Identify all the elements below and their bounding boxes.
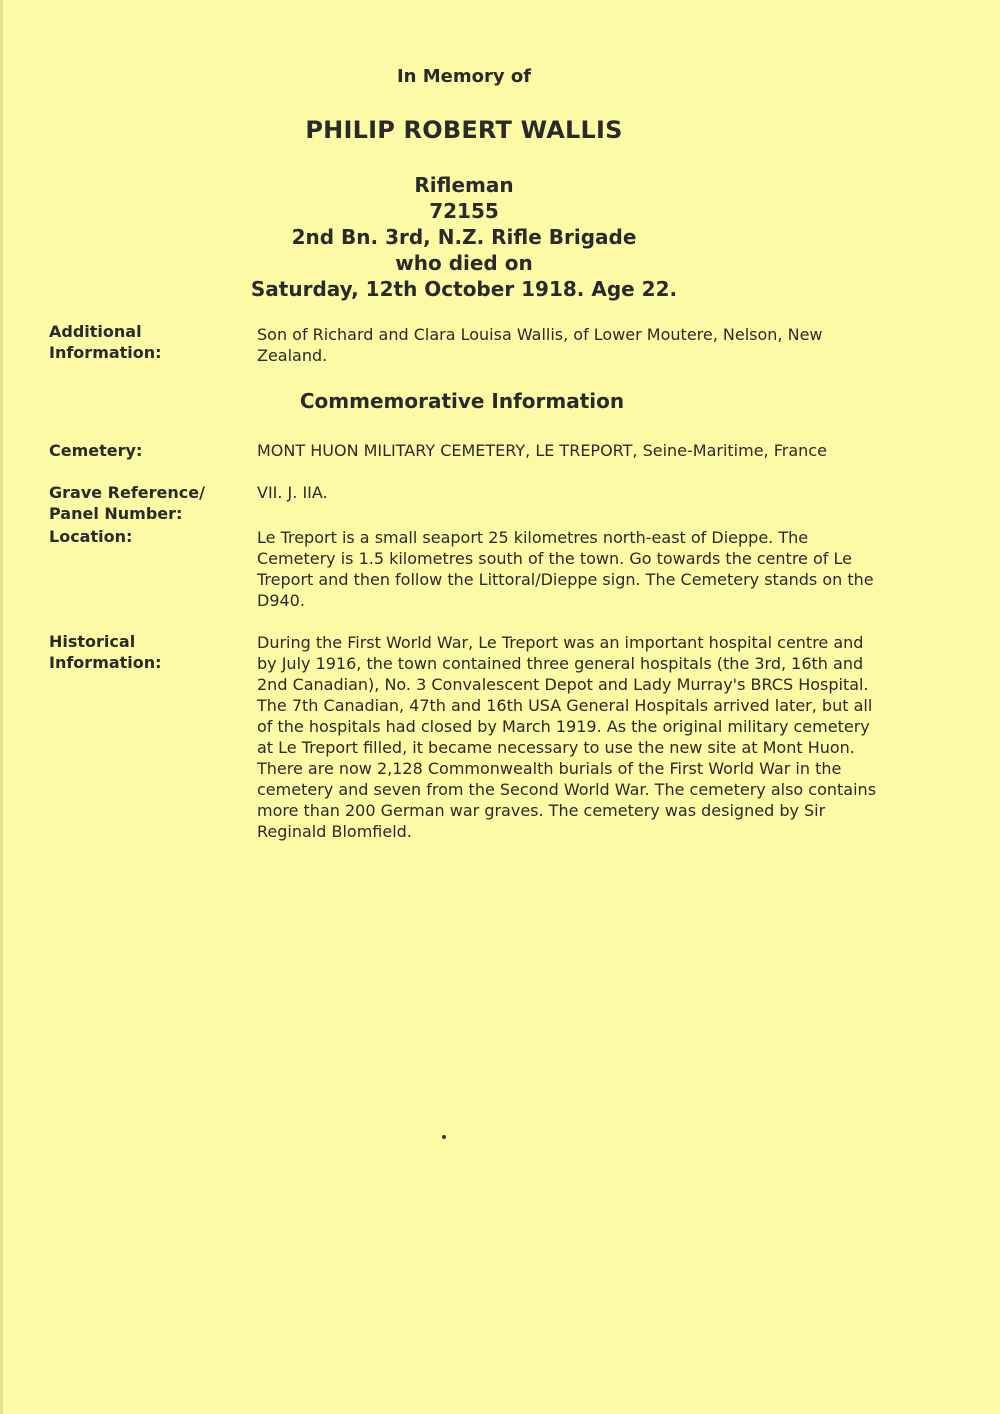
unit: 2nd Bn. 3rd, N.Z. Rifle Brigade	[291, 225, 637, 249]
in-memory-heading: In Memory of	[396, 66, 532, 87]
scan-speck	[442, 1135, 446, 1139]
rank: Rifleman	[414, 173, 514, 197]
historical-info-text: During the First World War, Le Treport was an important hospital centre and by July 1916, the town contained three general hospitals (the 3rd, 16th and 2nd Canadian), No. 3 Convalescent Depot and Lady Murray's BRCS Hospital. The 7th Canadian, 47th and 16th USA General Hospitals arrived later, but all of the hospitals had closed by March 1919. As the original military cemetery at Le Treport filled, it became necessary to use the new site at Mont Huon. There are now 2,128 Commonwealth burials of the First World War in the cemetery and seven from the Second World War. The cemetery also contains more than 200 German war graves. The cemetery was designed by Sir Reginald Blomfield.	[257, 633, 877, 841]
cemetery-text: MONT HUON MILITARY CEMETERY, LE TREPORT, Seine-Maritime, France	[257, 441, 827, 460]
grave-reference-text: VII. J. IIA.	[257, 483, 328, 502]
grave-label-line2: Panel Number:	[49, 504, 183, 523]
additional-label-line1: Additional	[49, 322, 142, 341]
additional-info-text: Son of Richard and Clara Louisa Wallis, of Lower Moutere, Nelson, New Zealand.	[257, 325, 823, 365]
commemorative-title: Commemorative Information	[299, 389, 625, 413]
died-on-label: who died on	[395, 251, 533, 275]
date-and-age: Saturday, 12th October 1918. Age 22.	[250, 277, 678, 301]
additional-info-label	[49, 321, 239, 363]
grave-label-line1: Grave Reference/	[49, 483, 205, 502]
historical-info-label	[49, 631, 239, 673]
service-number: 72155	[429, 199, 499, 223]
location-text: Le Treport is a small seaport 25 kilometres north-east of Dieppe. The Cemetery is 1.5 kilometres south of the town. Go towards the centre of Le Treport and then follow the Littoral/Dieppe sign. The Cemetery stands on the D940.	[257, 528, 874, 610]
grave-reference-label	[49, 482, 239, 524]
historical-label-line1: Historical	[49, 632, 136, 651]
location-label: Location:	[49, 527, 133, 546]
cemetery-label: Cemetery:	[49, 441, 143, 460]
service-details	[184, 172, 744, 302]
soldier-name: PHILIP ROBERT WALLIS	[305, 116, 623, 144]
historical-label-line2: Information:	[49, 653, 162, 672]
additional-label-line2: Information:	[49, 343, 162, 362]
page-edge	[0, 0, 3, 1414]
